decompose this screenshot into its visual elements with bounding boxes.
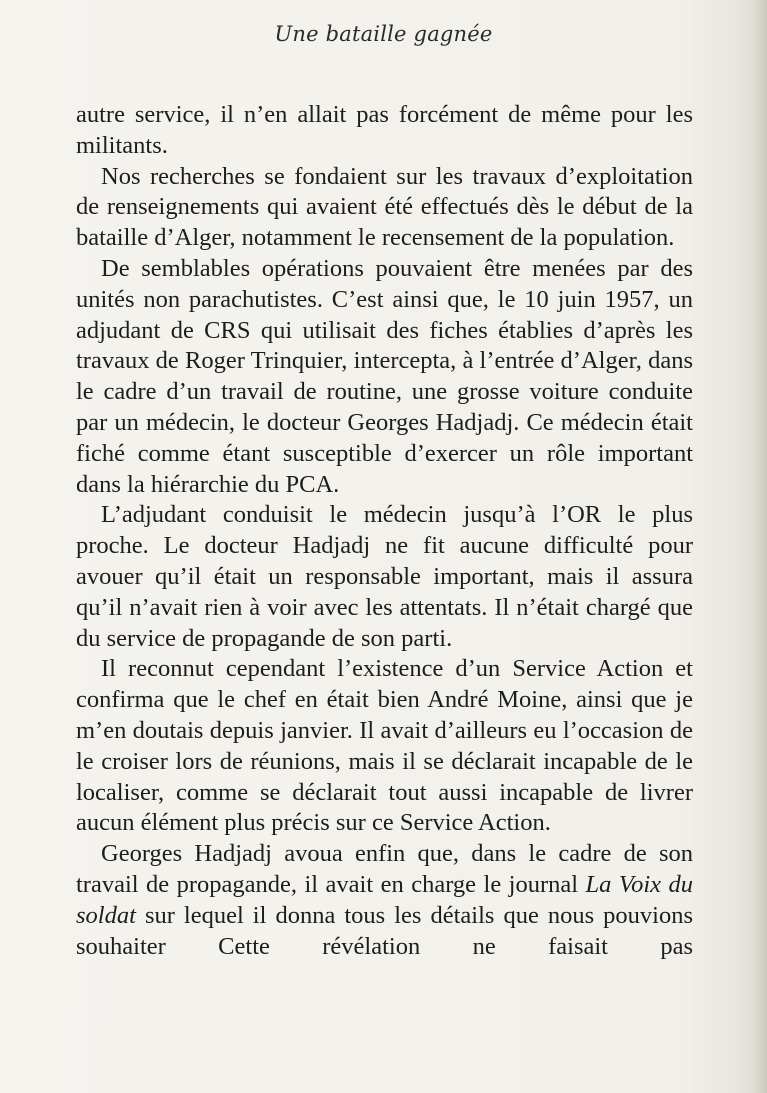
journal-title: La Voix du soldat	[76, 870, 693, 929]
paragraph-text: sur lequel il donna tous les détails que nous pouvions souhaiter Cette révélation ne faisait pas	[76, 901, 693, 960]
page-edge-shadow	[753, 0, 767, 1093]
paragraph-text: Georges Hadjadj avoua enfin que, dans le cadre de son travail de propagande, il avait en charge le journal	[76, 840, 693, 898]
paragraph: De semblables opérations pouvaient être menées par des unités non parachutistes. C’est ainsi que, le 10 juin 1957, un adjudant de CRS qui utilisait des fiches établies d’après les travaux de Roger Trinquier, intercepta, à l’entrée d’Alger, dans le cadre d’un travail de routine, une grosse voiture conduite par un médecin, le docteur Georges Hadjadj. Ce médecin était fiché comme étant susceptible d’exercer un rôle important dans la hiérarchie du PCA.	[76, 254, 693, 498]
paragraph: L’adjudant conduisit le médecin jusqu’à l’OR le plus proche. Le docteur Hadjadj ne fit aucune difficulté pour avouer qu’il était un responsable important, mais il assura qu’il n’avait rien à voir avec les attentats. Il n’était chargé que du service de propagande de son parti.	[76, 501, 693, 652]
body-text	[76, 100, 693, 962]
paragraph: Nos recherches se fondaient sur les travaux d’exploitation de renseignements qui avaient été effectués dès le début de la bataille d’Alger, notamment le recensement de la population.	[76, 162, 693, 252]
running-head: Une bataille gagnée	[274, 22, 493, 46]
paragraph: autre service, il n’en allait pas forcément de même pour les militants.	[76, 101, 693, 159]
paragraph: Il reconnut cependant l’existence d’un Service Action et confirma que le chef en était bien André Moine, ainsi que je m’en doutais depuis janvier. Il avait d’ailleurs eu l’occasion de le croiser lors de réunions, mais il se déclarait incapable de le localiser, comme se déclarait tout aussi incapable de livrer aucun élément plus précis sur ce Service Action.	[76, 655, 693, 837]
paragraph	[76, 839, 693, 962]
